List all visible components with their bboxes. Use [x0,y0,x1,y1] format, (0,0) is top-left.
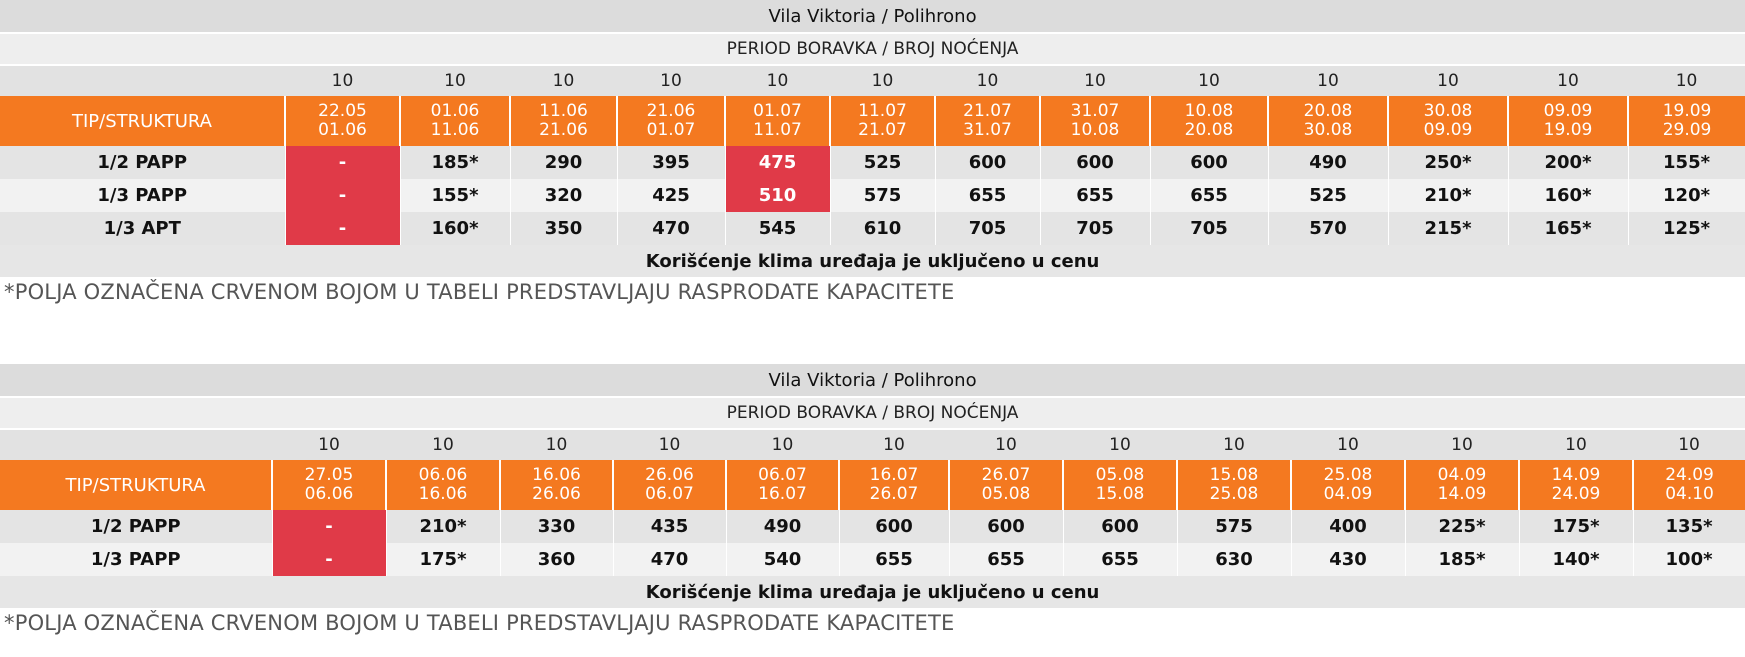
room-type-label: 1/2 PAPP [0,146,285,179]
period-to: 20.08 [1184,120,1234,140]
price-cell: 400 [1291,510,1405,543]
period-from: 11.07 [858,101,907,121]
period-label: PERIOD BORAVKA / BROJ NOĆENJA [0,33,1745,65]
period-to: 10.08 [1070,120,1120,140]
nights-cell: 10 [1628,65,1745,96]
period-to: 25.08 [1209,484,1259,504]
room-type-label: 1/3 APT [0,212,285,245]
period-row [0,397,1745,429]
nights-cell: 10 [830,65,935,96]
price-cell: 135* [1633,510,1745,543]
room-type-label: 1/3 PAPP [0,543,272,576]
period-header [1388,96,1508,146]
price-cell: 470 [617,212,725,245]
period-from: 25.08 [1323,465,1373,485]
price-cell: 185* [1405,543,1519,576]
period-header [386,460,500,510]
price-cell: 490 [1268,146,1388,179]
nights-cell: 10 [1063,429,1177,460]
period-to: 26.06 [532,484,581,504]
price-cell-sold-out: - [285,212,400,245]
price-cell: 655 [1063,543,1177,576]
nights-cell: 10 [272,429,386,460]
price-cell-sold-out: - [285,179,400,212]
price-cell: 575 [1177,510,1291,543]
price-cell: 120* [1628,179,1745,212]
period-header [400,96,510,146]
period-from: 24.09 [1665,465,1714,485]
period-to: 14.09 [1437,484,1487,504]
period-header [1628,96,1745,146]
table-title: Vila Viktoria / Polihrono [0,364,1745,397]
price-cell: 600 [1063,510,1177,543]
period-from: 20.08 [1303,101,1353,121]
nights-cell: 10 [1150,65,1268,96]
price-cell: 290 [510,146,617,179]
price-cell: 655 [949,543,1063,576]
sold-out-note: *POLJA OZNAČENA CRVENOM BOJOM U TABELI PREDSTAVLJAJU RASPRODATE KAPACITETE [4,611,955,635]
price-cell: 600 [935,146,1040,179]
table-row [0,510,1745,543]
period-to: 11.06 [430,120,480,140]
period-header [839,460,949,510]
period-header [1519,460,1633,510]
header-row [0,460,1745,510]
price-table-1-block [0,0,1745,307]
price-cell: 250* [1388,146,1508,179]
price-cell: 125* [1628,212,1745,245]
price-cell: 160* [400,212,510,245]
table-footer: Korišćenje klima uređaja je uključeno u cenu [0,576,1745,608]
period-from: 21.06 [646,101,696,121]
price-cell: 350 [510,212,617,245]
period-from: 27.05 [304,465,354,485]
price-cell: 225* [1405,510,1519,543]
price-cell: 185* [400,146,510,179]
period-from: 15.08 [1209,465,1259,485]
price-cell: 525 [1268,179,1388,212]
price-cell: 100* [1633,543,1745,576]
period-header [1177,460,1291,510]
price-cell-sold-out: - [285,146,400,179]
period-from: 26.06 [645,465,694,485]
nights-cell: 10 [1405,429,1519,460]
nights-cell: 10 [1508,65,1628,96]
price-cell: 215* [1388,212,1508,245]
period-from: 22.05 [318,101,367,121]
price-cell: 155* [1628,146,1745,179]
nights-cell: 10 [510,65,617,96]
period-header [285,96,400,146]
period-header [1291,460,1405,510]
period-to: 06.07 [645,484,694,504]
period-header [725,96,830,146]
title-row [0,0,1745,33]
table-footer: Korišćenje klima uređaja je uključeno u cenu [0,245,1745,277]
price-cell: 430 [1291,543,1405,576]
price-cell: 175* [1519,510,1633,543]
price-cell: 425 [617,179,725,212]
period-to: 16.07 [758,484,807,504]
period-from: 11.06 [539,101,588,121]
period-to: 05.08 [981,484,1031,504]
period-from: 14.09 [1551,465,1601,485]
period-header [500,460,613,510]
period-to: 04.10 [1665,484,1714,504]
nights-cell: 10 [949,429,1063,460]
price-cell: 165* [1508,212,1628,245]
nights-cell: 10 [726,429,839,460]
price-cell: 320 [510,179,617,212]
price-cell: 490 [726,510,839,543]
price-cell: 705 [935,212,1040,245]
nights-cell: 10 [725,65,830,96]
period-from: 19.09 [1662,101,1712,121]
period-to: 30.08 [1303,120,1353,140]
price-cell: 610 [830,212,935,245]
table-row [0,543,1745,576]
period-header [1150,96,1268,146]
period-label: PERIOD BORAVKA / BROJ NOĆENJA [0,397,1745,429]
price-cell: 360 [500,543,613,576]
period-to: 26.07 [869,484,919,504]
period-from: 26.07 [981,465,1031,485]
period-to: 15.08 [1095,484,1145,504]
period-header [617,96,725,146]
nights-cell: 10 [1388,65,1508,96]
price-cell: 200* [1508,146,1628,179]
period-from: 21.07 [963,101,1012,121]
period-to: 11.07 [753,120,802,140]
price-cell: 470 [613,543,726,576]
period-to: 01.06 [318,120,367,140]
nights-cell: 10 [1519,429,1633,460]
price-cell: 655 [935,179,1040,212]
period-from: 30.08 [1423,101,1473,121]
type-header: TIP/STRUKTURA [0,460,272,510]
price-cell: 175* [386,543,500,576]
room-type-label: 1/3 PAPP [0,179,285,212]
nights-cell: 10 [285,65,400,96]
price-cell: 395 [617,146,725,179]
period-to: 21.06 [539,120,588,140]
price-cell: 435 [613,510,726,543]
nights-row [0,65,1745,96]
price-cell: 600 [839,510,949,543]
period-from: 01.06 [430,101,480,121]
period-to: 04.09 [1323,484,1373,504]
period-header [935,96,1040,146]
price-cell: 600 [1150,146,1268,179]
period-from: 01.07 [753,101,802,121]
price-cell: 655 [1150,179,1268,212]
price-cell: 210* [1388,179,1508,212]
period-to: 01.07 [646,120,696,140]
nights-row [0,429,1745,460]
nights-cell: 10 [613,429,726,460]
price-table [0,364,1745,608]
period-to: 09.09 [1423,120,1473,140]
footer-row [0,245,1745,277]
period-to: 24.09 [1551,484,1601,504]
nights-cell: 10 [839,429,949,460]
price-cell: 210* [386,510,500,543]
price-table [0,0,1745,277]
footer-row [0,576,1745,608]
nights-cell: 10 [500,429,613,460]
period-header [1040,96,1150,146]
nights-cell: 10 [935,65,1040,96]
table-row [0,146,1745,179]
period-header [1633,460,1745,510]
period-to: 31.07 [963,120,1012,140]
period-from: 05.08 [1095,465,1145,485]
price-cell: 140* [1519,543,1633,576]
table-row [0,212,1745,245]
header-row [0,96,1745,146]
table-row [0,179,1745,212]
nights-cell: 10 [1633,429,1745,460]
period-header [613,460,726,510]
period-header [510,96,617,146]
period-header [1063,460,1177,510]
nights-cell: 10 [400,65,510,96]
price-cell-sold-out: - [272,510,386,543]
period-from: 16.06 [532,465,581,485]
nights-cell: 10 [386,429,500,460]
nights-cell: 10 [1291,429,1405,460]
price-cell: 540 [726,543,839,576]
price-cell: 330 [500,510,613,543]
period-from: 10.08 [1184,101,1234,121]
price-cell: 575 [830,179,935,212]
type-header: TIP/STRUKTURA [0,96,285,146]
period-header [726,460,839,510]
price-cell: 655 [1040,179,1150,212]
period-to: 16.06 [418,484,468,504]
price-cell-sold-out: 475 [725,146,830,179]
period-header [1268,96,1388,146]
period-from: 04.09 [1437,465,1487,485]
period-from: 31.07 [1070,101,1120,121]
price-cell: 525 [830,146,935,179]
period-to: 19.09 [1543,120,1593,140]
price-cell: 705 [1150,212,1268,245]
table-title: Vila Viktoria / Polihrono [0,0,1745,33]
price-cell: 655 [839,543,949,576]
price-cell: 160* [1508,179,1628,212]
nights-cell: 10 [1268,65,1388,96]
period-to: 29.09 [1662,120,1712,140]
price-cell: 705 [1040,212,1150,245]
period-row [0,33,1745,65]
price-cell-sold-out: - [272,543,386,576]
nights-cell: 10 [1040,65,1150,96]
period-header [1508,96,1628,146]
nights-spacer [0,65,285,96]
price-table-2-block [0,364,1745,638]
title-row [0,364,1745,397]
price-cell: 600 [1040,146,1150,179]
sold-out-note: *POLJA OZNAČENA CRVENOM BOJOM U TABELI PREDSTAVLJAJU RASPRODATE KAPACITETE [4,280,955,304]
nights-cell: 10 [1177,429,1291,460]
nights-cell: 10 [617,65,725,96]
period-from: 06.06 [418,465,468,485]
period-to: 06.06 [304,484,354,504]
price-cell: 600 [949,510,1063,543]
room-type-label: 1/2 PAPP [0,510,272,543]
nights-spacer [0,429,272,460]
period-header [272,460,386,510]
price-cell: 155* [400,179,510,212]
period-header [949,460,1063,510]
price-cell-sold-out: 510 [725,179,830,212]
price-cell: 630 [1177,543,1291,576]
price-cell: 570 [1268,212,1388,245]
period-to: 21.07 [858,120,907,140]
period-from: 09.09 [1543,101,1593,121]
price-cell: 545 [725,212,830,245]
period-from: 06.07 [758,465,807,485]
period-from: 16.07 [869,465,919,485]
period-header [830,96,935,146]
period-header [1405,460,1519,510]
